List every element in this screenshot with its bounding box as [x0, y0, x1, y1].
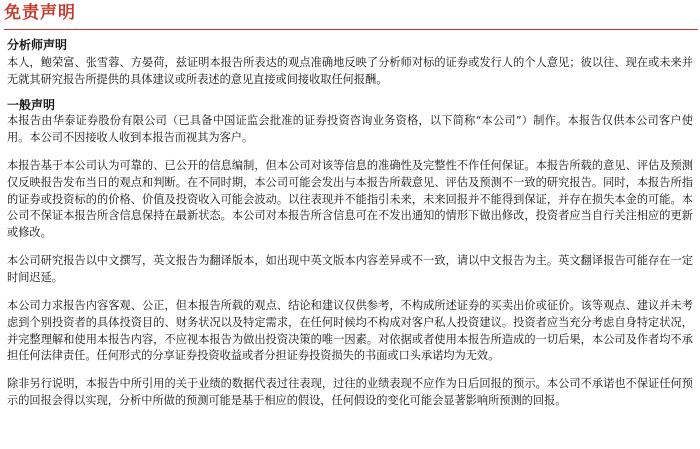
general-statement-paragraph-2: 本报告基于本公司认为可靠的、已公开的信息编制，但本公司对该等信息的准确性及完整性不作任何保证。本报告所载的意见、评估及预测仅反映报告发布当日的观点和判断。在不同时期，本公司可能会发出与本报告所载意见、评估及预测不一致的研究报告。同时，本报告所指的证券或投资标的的价格、价值及投资收入可能会波动。以往表现并不能指引未来，未来回报并不能得到保证，并存在损失本金的可能。本公司不保证本报告所含信息保持在最新状态。本公司对本报告所含信息可在不发出通知的情形下做出修改，投资者应当自行关注相应的更新或修改。 [7, 159, 693, 240]
page-title: 免责声明 [4, 3, 76, 23]
general-statement-paragraph-3: 本公司研究报告以中文撰写，英文报告为翻译版本，如出现中英文版本内容差异或不一致，请以中文报告为主。英文翻译报告可能存在一定时间迟延。 [7, 254, 693, 284]
analyst-statement-paragraph: 本人，鲍荣富、张雪蓉、方晏荷，兹证明本报告所表达的观点准确地反映了分析师对标的证券或发行人的个人意见；彼以往、现在或未来并无就其研究报告所提供的具体建议或所表述的意见直接或间接收取任何报酬。 [7, 56, 693, 86]
section-heading-general-statement: 一般声明 [7, 98, 56, 112]
general-statement-paragraph-4: 本公司力求报告内容客观、公正，但本报告所载的观点、结论和建议仅供参考，不构成所述证券的买卖出价或征价。该等观点、建议并未考虑到个别投资者的具体投资目的、财务状况以及特定需求，在任何时候均不构成对客户私人投资建议。投资者应当充分考虑自身特定状况，并完整理解和使用本报告内容，不应视本报告为做出投资决策的唯一因素。对依据或者使用本报告所造成的一切后果，本公司及作者均不承担任何法律责任。任何形式的分享证券投资收益或者分担证券投资损失的书面或口头承诺均为无效。 [7, 299, 693, 363]
section-heading-analyst-statement: 分析师声明 [7, 38, 68, 52]
general-statement-paragraph-5: 除非另行说明，本报告中所引用的关于业绩的数据代表过往表现，过往的业绩表现不应作为日后回报的预示。本公司不承诺也不保证任何预示的回报会得以实现，分析中所做的预测可能是基于相应的假设，任何假设的变化可能会显著影响所预测的回报。 [7, 377, 693, 407]
title-divider [4, 29, 698, 30]
general-statement-paragraph-1: 本报告由华泰证券股份有限公司（已具备中国证监会批准的证券投资咨询业务资格，以下简称“本公司”）制作。本报告仅供本公司客户使用。本公司不因接收人收到本报告而视其为客户。 [7, 114, 693, 144]
